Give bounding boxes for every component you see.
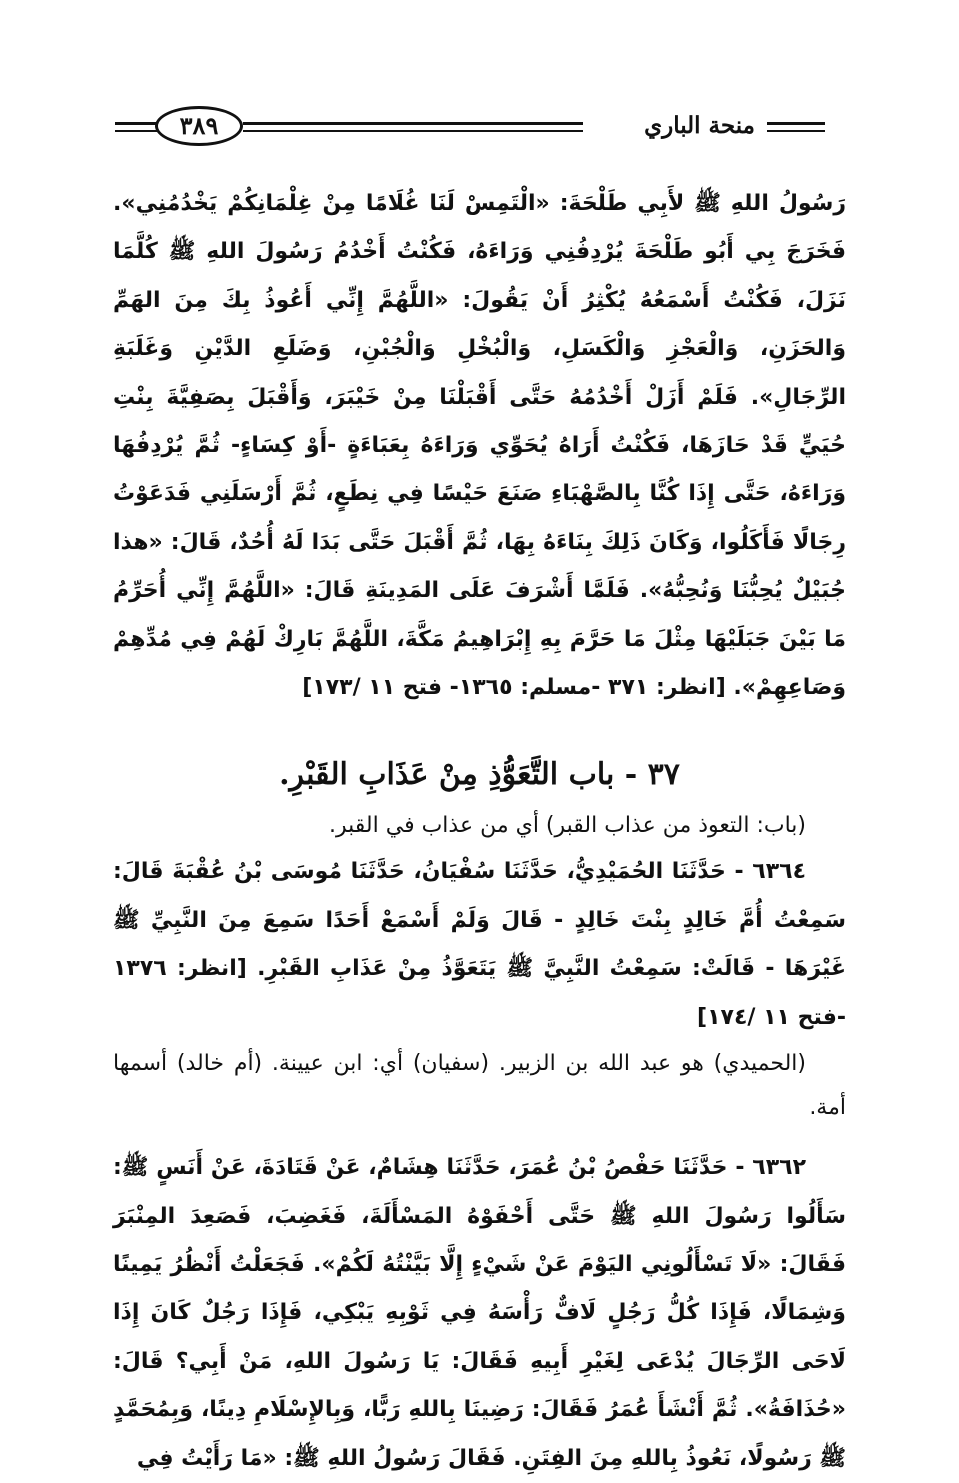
page-header xyxy=(115,100,825,156)
hadith-6362: ٦٣٦٢ - حَدَّثَنَا حَفْصُ بْنُ عُمَرَ، حَدَّثَنَا هِشَامٌ، عَنْ قَتَادَةَ، عَنْ أَنَسٍ ﷺ: سَأَلُوا رَسُولَ اللهِ ﷺ حَتَّى أَحْفَوْهُ المَسْأَلَةَ، فَغَضِبَ، فَصَعِدَ المِنْبَرَ فَقَالَ: «لَا تَسْأَلُونِي اليَوْمَ عَنْ شَيْءٍ إِلَّا بَيَّنْتُهُ لَكُمْ». فَجَعَلْتُ أَنْظُرُ يَمِينًا وَشِمَالًا، فَإِذَا كُلُّ رَجُلٍ لَافٌّ رَأْسَهُ فِي ثَوْبِهِ يَبْكِي، فَإِذَا رَجُلٌ كَانَ إِذَا لَاحَى الرِّجَالَ يُدْعَى لِغَيْرِ أَبِيهِ فَقَالَ: يَا رَسُولَ اللهِ، مَنْ أَبِي؟ قَالَ: «حُذَافَةُ». ثُمَّ أَنْشَأَ عُمَرُ فَقَالَ: رَضِينَا بِاللهِ رَبًّا، وَبِالإِسْلَامِ دِينًا، وَبِمُحَمَّدٍ ﷺ رَسُولًا، نَعُوذُ بِاللهِ مِنَ الفِتَنِ. فَقَالَ رَسُولُ اللهِ ﷺ: «مَا رَأَيْتُ فِي xyxy=(113,1155,846,1471)
header-rule-right-top xyxy=(767,122,825,125)
commentary-6364: (الحميدي) هو عبد الله بن الزبير. (سفيان) أي: ابن عيينة. (أم خالد) أسمها أمة. xyxy=(113,1051,846,1121)
page-content xyxy=(113,180,846,1483)
header-rule-middle-top xyxy=(243,122,583,125)
commentary-chapter: (باب: التعوذ من عذاب القبر) أي من عذاب في القبر. xyxy=(329,813,806,839)
book-title: منحة الباري xyxy=(644,112,755,139)
hadith-text-continued: رَسُولُ اللهِ ﷺ لأَبِي طَلْحَةَ: «الْتَمِسْ لَنَا غُلَامًا مِنْ غِلْمَانِكُمْ يَخْدُمُنِي». فَخَرَجَ بِي أَبُو طَلْحَةَ يُرْدِفُنِي وَرَاءَهُ، فَكُنْتُ أَخْدُمُ رَسُولَ اللهِ ﷺ كُلَّمَا نَزَلَ، فَكُنْتُ أَسْمَعُهُ يُكْثِرُ أَنْ يَقُولَ: «اللَّهُمَّ إِنِّي أَعُوذُ بِكَ مِنَ الهَمِّ وَالحَزَنِ، وَالْعَجْزِ وَالْكَسَلِ، وَالْبُخْلِ وَالْجُبْنِ، وَضَلَعِ الدَّيْنِ وَغَلَبَةِ الرِّجَالِ». فَلَمْ أَزَلْ أَخْدُمُهُ حَتَّى أَقْبَلْنَا مِنْ خَيْبَرَ، وَأَقْبَلَ بِصَفِيَّةَ بِنْتِ حُيَيٍّ قَدْ حَازَهَا، فَكُنْتُ أَرَاهُ يُحَوِّي وَرَاءَهُ بِعَبَاءَةٍ -أَوْ كِسَاءٍ- ثُمَّ يُرْدِفُهَا وَرَاءَهُ، حَتَّى إِذَا كُنَّا بِالصَّهْبَاءِ صَنَعَ حَيْسًا فِي نِطَعٍ، ثُمَّ أَرْسَلَنِي فَدَعَوْتُ رِجَالًا فَأَكَلُوا، وَكَانَ ذَلِكَ بِنَاءَهُ بِهَا، ثُمَّ أَقْبَلَ حَتَّى بَدَا لَهُ أُحُدٌ، قَالَ: «هذا جُبَيْلٌ يُحِبُّنَا وَنُحِبُّهُ». فَلَمَّا أَشْرَفَ عَلَى المَدِينَةِ قَالَ: «اللَّهُمَّ إِنِّي أُحَرِّمُ مَا بَيْنَ جَبَلَيْهَا مِثْلَ مَا حَرَّمَ بِهِ إِبْرَاهِيمُ مَكَّةَ، اللَّهُمَّ بَارِكْ لَهُمْ فِي مُدِّهِمْ وَصَاعِهِمْ». [انظر: ٣٧١ -مسلم: ١٣٦٥- فتح ١١ /١٧٣] xyxy=(113,191,846,701)
header-rule-left-bottom xyxy=(115,130,157,132)
page-number: ٣٨٩ xyxy=(155,106,243,146)
hadith-6364: ٦٣٦٤ - حَدَّثَنَا الحُمَيْدِيُّ، حَدَّثَنَا سُفْيَانُ، حَدَّثَنَا مُوسَى بْنُ عُقْبَةَ قَالَ: سَمِعْتُ أُمَّ خَالِدٍ بِنْتَ خَالِدٍ - قَالَ وَلَمْ أَسْمَعْ أَحَدًا سَمِعَ مِنَ النَّبِيِّ ﷺ غَيْرَهَا - قَالَتْ: سَمِعْتُ النَّبِيَّ ﷺ يَتَعَوَّذُ مِنْ عَذَابِ القَبْرِ. [انظر: ١٣٧٦ -فتح ١١ /١٧٤] xyxy=(113,859,846,1030)
header-rule-right-bottom xyxy=(767,130,825,132)
header-rule-middle-bottom xyxy=(243,130,583,132)
header-rule-left-top xyxy=(115,122,157,125)
chapter-heading: ٣٧ - باب التَّعَوُّذِ مِنْ عَذَابِ القَبْرِ. xyxy=(279,757,680,793)
